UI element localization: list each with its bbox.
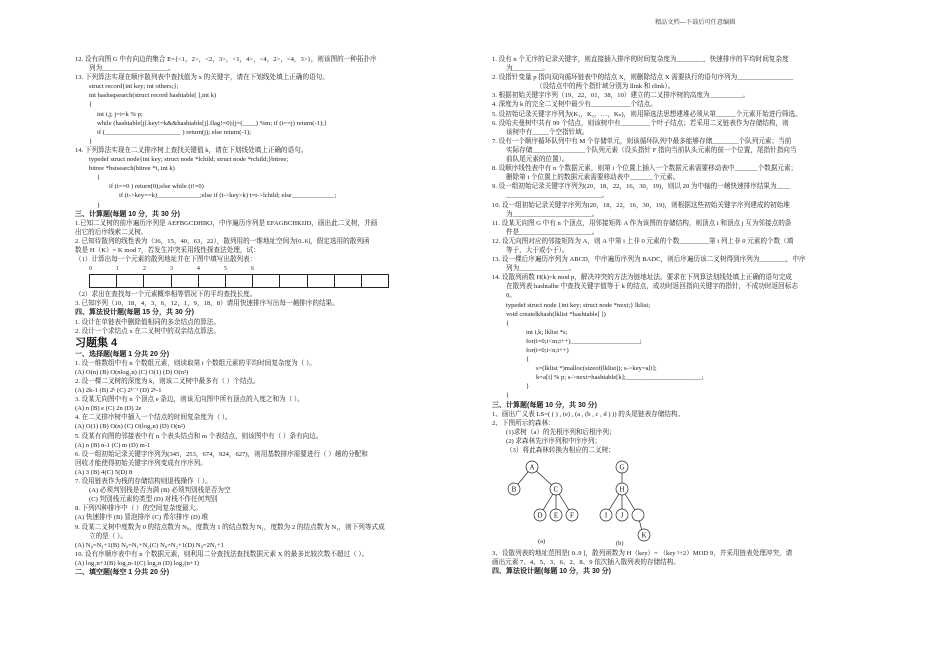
right-line-24: 14. 设散列函数 H(k)=k mod p，解决冲突的方法为链地址法。要求在下列算法划线处填上正确的语句完成 xyxy=(492,274,792,282)
left-line-3: struct record{int key; int others;}; xyxy=(89,83,179,91)
right-line-21: 等于，大于或小于）。 xyxy=(506,246,569,254)
right-line-11: 前队尾元素的位置）。 xyxy=(506,156,569,164)
right-line-17: 为________________________。 xyxy=(506,210,599,218)
left-line-18: 1.已知二叉树的前序遍历序列是 AEFBGCDHIKJ，中序遍历序列是 EFAGBCHKIJD，画出此二叉树，并画 xyxy=(75,219,378,227)
right-line-5: 4. 深度为 k 的完全二叉树中最少有____________个结点。 xyxy=(492,101,657,109)
left2-line-13: 4. 在二叉排序树中插入一个结点的时间复杂度为（ ）。 xyxy=(75,414,232,422)
left-line-22: （1）计算出每一个元素的散列地址并在下图中填写出散列表： xyxy=(75,256,257,264)
left2-line-20: 7. 设用链表作为栈的存储结构则退栈操作（ ）。 xyxy=(75,478,212,486)
right-line-27: typedef struct node {int key; struct node *next;} lklist; xyxy=(506,301,651,309)
hash-index-2: 2 xyxy=(143,266,146,273)
forest-svg xyxy=(492,457,692,549)
right-line-22: 13. 设一棵后序遍历序列为 ABCD，中序遍历序列为 BADC，则后序遍历该二叉树得到序列为________，中序 xyxy=(492,256,806,264)
left2-line-23: 8. 下列四种排序中（ ）的空间复杂度最大。 xyxy=(75,505,202,513)
left2-line-4: 2. 设计一个求结点 x 在二叉树中的双亲结点算法。 xyxy=(75,327,221,335)
right-line-23: 列为_______________。 xyxy=(506,265,576,273)
right-line-6: 5. 设初始记录关键字序列为(K₁，K₂，…，Kₙ)，则用筛选法思想建堆必须从第______个元素开始进行筛选。 xyxy=(492,110,802,118)
left-line-8: if (_______________________ ) return(j); else return(-1); xyxy=(97,128,252,136)
forest-diagram xyxy=(492,457,887,549)
node-G: G xyxy=(619,463,625,472)
left2-line-11: 3. 设某无向图中有 n 个顶点 e 条边，则该无向图中所有顶点的入度之和为（ ）。 xyxy=(75,396,304,404)
node-B: B xyxy=(511,485,517,494)
right2-line-2: 四、算法设计题(每题 10 分，共 30 分) xyxy=(492,568,612,576)
left-line-15: if (t->key==k)_____________;else if (t->key>k) t=t->lchild; else_____________; xyxy=(119,192,337,200)
right-text-block-2 xyxy=(492,549,887,576)
left2-line-15: 5. 设某有向图的邻接表中有 n 个表头结点和 m 个表结点，则该图中有（ ）条有向边。 xyxy=(75,432,323,440)
left-line-17: 三、计算题(每题 10 分，共 30 分) xyxy=(75,210,181,218)
right-line-40: 2、下图所示的森林： xyxy=(492,419,555,427)
left-line-2: 13. 下列算法实现在顺序散列表中查找值为 x 的关键字，请在下划线处填上正确的语句。 xyxy=(75,74,329,82)
left2-line-16: (A) n (B) n-1 (C) m (D) m-1 xyxy=(75,441,151,449)
left-line-4: int hashsqsearch(struct record hashtable[ ],int k) xyxy=(89,92,217,100)
right-line-38: 三、计算题(每题 10 分，共 30 分) xyxy=(492,401,598,409)
left2-line-12: (A) n (B) e (C) 2n (D) 2e xyxy=(75,405,142,413)
node-K: K xyxy=(641,531,647,540)
right-line-9: 7. 设有一个顺序循环队列中有 M 个存储单元，则该循环队列中最多能够存储________个队列元素；当前 xyxy=(492,137,792,145)
right-line-14: 9. 设一组初始记录关键字序列为(20，18，22，16，30，19)，则以 20 为中轴的一趟快速排序结果为____ xyxy=(492,183,790,191)
hash-index-3: 3 xyxy=(170,266,173,273)
left2-line-14: (A) O(1) (B) O(n) (C) O(log₂n) (D) O(n²) xyxy=(75,423,185,431)
right-line-42: (2) 求森林先序序列和中序序列； xyxy=(506,437,602,445)
left-line-16: } xyxy=(97,201,101,209)
hash-table-indices xyxy=(89,265,389,274)
left-line-19: 出它的后序线索二叉树。 xyxy=(75,228,148,236)
right-line-1: 为_________。 xyxy=(506,65,549,73)
left-line-10: 14. 下列算法实现在二叉排序树上查找关键值 k，请在下划线处填上正确的语句。 xyxy=(75,146,308,154)
right-line-0: 1. 设有 n 个无序的记录关键字，则直接插入排序的时间复杂度为________，快速排序的平均时间复杂度 xyxy=(492,56,789,63)
left-line-5: { xyxy=(89,101,93,109)
left2-line-27: (A) N₀=N₁+1(B) N₀=N₁+N₂(C) N₀=N₂+1(D) N₀=2N₁+1 xyxy=(75,541,224,549)
hash-index-0: 0 xyxy=(89,266,92,273)
right-line-37: } xyxy=(506,392,510,400)
left-line-14: if (t==0 ) return(0);else while (t!=0) xyxy=(109,183,204,191)
right-line-34: s=(lklist *)malloc(sizeof(lklist)); s->key=a[i]; xyxy=(536,365,657,373)
node-J: J xyxy=(620,511,624,520)
node-I: I xyxy=(604,511,608,520)
right-column xyxy=(492,55,887,576)
right-line-35: k=a[i] % p; s->next=hashtable[k];_______________________; xyxy=(536,374,704,382)
left2-line-8: (A) O(n) (B) O(nlog₂n) (C) O(1) (D) O(n²) xyxy=(75,368,189,376)
right-line-16: 10. 设一组初始记录关键字序列为(20，18，22，16，30，19)，则根据这些初始关键字序列建成的初始堆 xyxy=(492,201,790,209)
right-line-43: （3）将此森林转换为相应的二叉树； xyxy=(506,447,615,455)
right-line-4: 3. 根据初始关键字序列（19，22，01，38，10）建立的二叉排序树的高度为__________。 xyxy=(492,92,750,100)
right-line-39: 1、画出广义表 LS=( ( ) , (e) , (a , (b , c , d ) )) 的头尾链表存储结构。 xyxy=(492,410,685,418)
left-line-6: int i,j; j=i=k % p; xyxy=(97,110,143,118)
right-line-29: { xyxy=(506,319,510,327)
left2-line-9: 2. 设一棵二叉树的深度为 k，则该二叉树中最多有（ ）个结点。 xyxy=(75,378,260,385)
tree-b-label: (b) xyxy=(616,540,624,548)
left2-line-19: (A) 3 (B) 4(C) 5(D) 8 xyxy=(75,468,133,476)
right-line-20: 12. 设无向图对应的邻接矩阵为 A，则 A 中第 i 上非 0 元素的个数_________第 i 列上非 0 元素的个数（填 xyxy=(492,237,794,245)
left2-line-7: 1. 设一维数组中有 n 个数组元素，则读取第 i 个数组元素的平均时间复杂度为（ ）。 xyxy=(75,359,316,367)
left2-line-24: (A) 快速排序 (B) 冒泡排序 (C) 希尔排序 (D) 堆 xyxy=(75,514,209,522)
right-line-28: void createlkhash(lklist *hashtable[ ]) xyxy=(506,310,606,318)
right-line-2: 2. 设指针变量 p 指向双向循环链表中的结点 X，则删除结点 X 需要执行的语句序列为_________________ xyxy=(492,74,794,82)
right2-line-0: 3、设散列表的地址范围是[ 0..9 ]，散列函数为 H（key）= （key ²+2）MOD 9，并采用链表处理冲突，请 xyxy=(492,550,793,558)
left-line-11: typedef struct node{int key; struct node *lchild; struct node *rchild;}bitree; xyxy=(89,156,289,164)
left2-line-5: 习题集 4 xyxy=(75,336,118,349)
node-D: D xyxy=(537,511,543,520)
left2-line-17: 6. 设一组初始记录关键字序列为(345，253，674，924，627)，则用基数排序需要进行（ ）趟的分配和 xyxy=(75,450,368,458)
right-line-32: for(i=0;i<n;i++) xyxy=(526,347,569,354)
node-E: E xyxy=(553,511,559,520)
page-header: 精品文档---下载后可任意编辑 xyxy=(655,19,736,26)
node-F: F xyxy=(570,511,574,520)
hash-table-diagram xyxy=(89,265,455,288)
hash-table-cells xyxy=(89,274,389,288)
left2-line-2: 四、算法设计题(每题 15 分，共 30 分) xyxy=(75,309,195,317)
tree-a-label: (a) xyxy=(538,538,546,546)
right-line-15: _____________________________。 xyxy=(506,192,609,200)
left2-line-22: (C) 判别栈元素的类型 (D) 对栈不作任何判别 xyxy=(89,496,218,504)
right-text-block xyxy=(492,55,887,455)
left2-line-1: 3. 已知序列（10，18，4，3，6，12，1，9，18，8）请用快速排序写出每一趟排序的结果。 xyxy=(75,300,339,308)
left2-line-25: 9. 设某二叉树中度数为 0 的结点数为 N₀，度数为 1 的结点数为 N₁，度数为 2 的结点数为 N₂，则下列等式成 xyxy=(75,523,385,531)
left-line-7: while (hashtable[j].key!=k&&hashtable[j].flag!=0){j=(____) %m; if (i==j) return(-1);} xyxy=(97,119,328,127)
left2-line-18: 回收才能使得初始关键字序列变成有序序列。 xyxy=(75,459,207,467)
left-line-12: bitree *bstsearch(bitree *t, int k) xyxy=(89,165,175,173)
right-line-36: } xyxy=(526,383,530,391)
hash-index-5: 5 xyxy=(224,266,227,273)
node-H: H xyxy=(619,485,625,494)
right-line-8: 该树中有_____个空指针域。 xyxy=(506,128,589,136)
left-text-block xyxy=(75,55,455,264)
node-C: C xyxy=(553,485,559,494)
hash-index-6: 6 xyxy=(251,266,254,273)
left-line-1: 列为____________________。 xyxy=(89,65,175,73)
right-line-10: 实际存储________________个队列元素（设头指针 F 指向当前队头元素的前一个位置，尾指针指向当 xyxy=(506,146,797,154)
right2-line-1: 画出元素 7、4、5、3、6、2、8、9 依次插入散列表的存储结构。 xyxy=(492,559,680,567)
right-line-3: （设结点中的两个指针域分别为 llink 和 rlink）。 xyxy=(536,83,675,91)
hash-index-4: 4 xyxy=(197,266,200,273)
node-A: A xyxy=(529,463,535,472)
left-line-21: 数是 H（K）= K mod 7，若发生冲突采用线性探查法处理，试： xyxy=(75,246,260,254)
left2-line-10: (A) 2k-1 (B) 2ᵏ (C) 2ᵏ⁻¹ (D) 2ᵏ-1 xyxy=(75,387,162,395)
right-line-26: 0。 xyxy=(506,292,516,300)
left2-line-21: (A) 必须判别栈是否为满 (B) 必须判别栈是否为空 xyxy=(89,487,231,495)
left2-line-30: 二、填空题(每空 1 分共 20 分) xyxy=(75,568,170,576)
left-text-block-2 xyxy=(75,290,455,577)
left2-line-29: (A) log₂n+1(B) log₂n-1(C) log₂n (D) log₂(n+1) xyxy=(75,559,200,567)
left2-line-28: 10. 设有序顺序表中有 n 个数据元素，则利用二分查找法查找数据元素 X 的最多比较次数不超过（ ）。 xyxy=(75,550,369,558)
left-line-0: 12. 设有向图 G 中有向边的集合 E={<1，2>，<2，3>，<1，4>，<4，2>，<4，3>}，则该图的一种拓扑序 xyxy=(75,56,377,63)
left2-line-26: 立的是（ ）。 xyxy=(89,532,127,540)
left-line-20: 2. 已知待散列的线性表为（36，15，40，63，22），散列用的一维地址空间为[0..6]，假定选用的散列函 xyxy=(75,237,370,245)
left2-line-0: （2）求出在查找每一个元素概率相等情况下的平均查找长度。 xyxy=(75,291,257,299)
right-line-7: 6. 设哈夫曼树中共有 99 个结点，则该树中有_________个叶子结点；若采用二叉链表作为存储结构，则 xyxy=(492,119,789,127)
left-line-9: } xyxy=(89,137,93,145)
right-line-30: int i,k; lklist *s; xyxy=(526,328,568,336)
left2-line-3: 1. 设计在单链表中删除值相同的多余结点的算法。 xyxy=(75,318,221,326)
right-line-41: (1)求树（a）的先根序列和后根序列； xyxy=(506,428,616,436)
left-column xyxy=(75,55,455,577)
right-line-25: 在散列表 hashtalbe 中查找关键字值等于 k 的结点，成功时返回指向关键字的指针，不成功时返回标志 xyxy=(506,283,798,291)
right-line-19: 件是______________________。 xyxy=(506,228,599,236)
right-line-18: 11. 设某无向图 G 中有 n 个顶点，用邻接矩阵 A 作为该图的存储结构，则顶点 i 和顶点 j 互为邻接点的条 xyxy=(492,219,792,227)
hash-index-1: 1 xyxy=(116,266,119,273)
right-line-31: for(i=0;i<m;i++)_____________________; xyxy=(526,337,642,345)
right-line-12: 8. 设顺序线性表中有 n 个数据元素，则第 i 个位置上插入一个数据元素需要移动表中_______个数据元素； xyxy=(492,165,798,173)
right-line-13: 删除第 i 个位置上的数据元素需要移动表中_______个元素。 xyxy=(506,174,680,182)
left2-line-6: 一、选择题(每题 1 分共 20 分) xyxy=(75,350,170,358)
left-line-13: { xyxy=(97,174,101,182)
right-line-33: { xyxy=(526,356,530,364)
